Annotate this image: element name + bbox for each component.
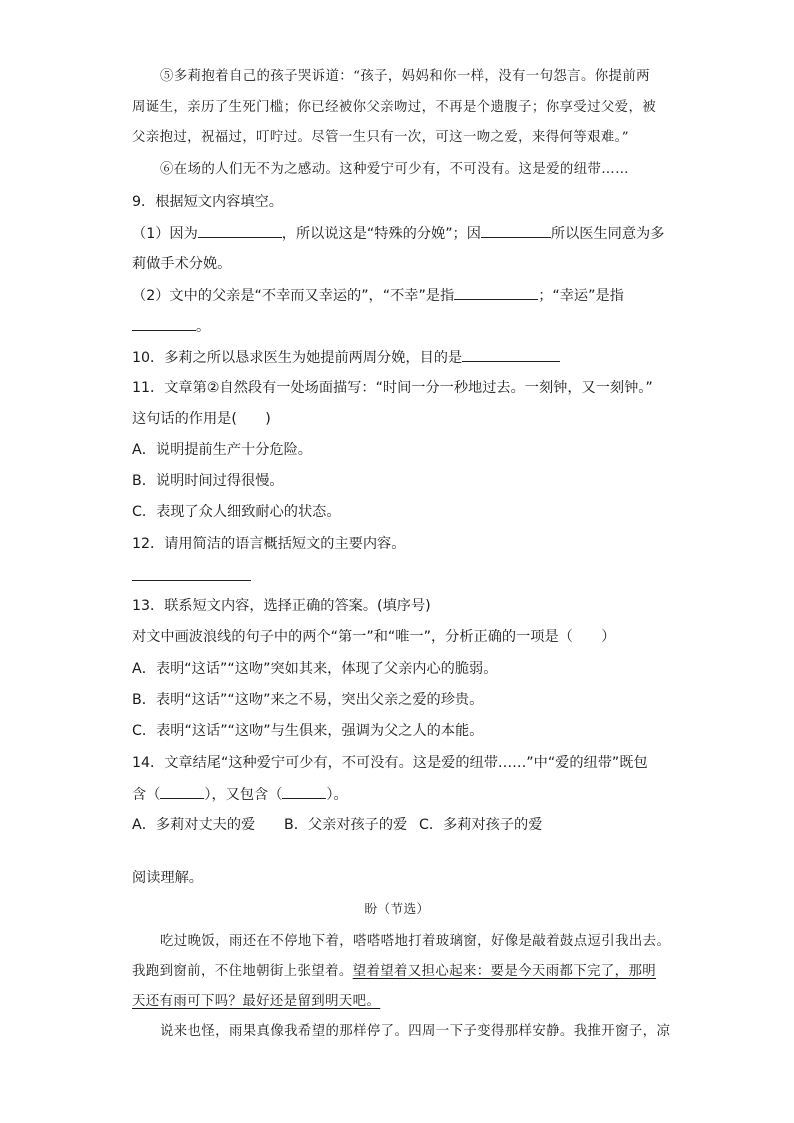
- q9-sub1-a: （1）因为: [132, 226, 198, 242]
- passage2-underlined-sentence-cont: 天还有雨可下吗？最好还是留到明天吧。: [132, 994, 381, 1009]
- q10-line: [132, 347, 560, 368]
- passage2-p2-line1: 说来也怪，雨果真像我希望的那样停了。四周一下子变得那样安静。我推开窗子，凉: [160, 1024, 671, 1039]
- q9-sub2-a: （2）文中的父亲是“不幸而又幸运的”，“不幸”是指: [132, 288, 455, 304]
- passage2-p1-line2-plain: 我跑到窗前，不住地朝街上张望着。: [132, 964, 353, 979]
- passage-p5-line1: ⑤多莉抱着自己的孩子哭诉道：“孩子，妈妈和你一样，没有一句怨言。你提前两: [160, 69, 650, 84]
- q14-line2-b: ），又包含（: [204, 787, 283, 803]
- passage2-underlined-sentence: 望着望着又担心起来：要是今天雨都下完了，那明: [352, 964, 657, 979]
- passage2-p1-line3: [132, 992, 380, 1012]
- q14-option-a[interactable]: A．多莉对丈夫的爱: [132, 817, 256, 833]
- q14-option-b[interactable]: B．父亲对孩子的爱: [284, 817, 408, 833]
- passage-title: 盼（节选）: [364, 901, 430, 916]
- q9-sub1-line2: 莉做手术分娩。: [132, 256, 232, 272]
- q14-option-c[interactable]: C．多莉对孩子的爱: [419, 817, 543, 833]
- section-heading: 阅读理解。: [132, 870, 203, 886]
- q14-line2-a: 含（: [132, 787, 161, 803]
- answer-blank[interactable]: [132, 316, 196, 331]
- q11-line2: 这句话的作用是( ): [132, 411, 271, 427]
- q12-text: 12．请用简洁的语言概括短文的主要内容。: [132, 536, 406, 552]
- answer-blank[interactable]: [282, 784, 326, 799]
- passage2-p1-line1: 吃过晚饭，雨还在不停地下着，嗒嗒嗒地打着玻璃窗，好像是敲着鼓点逗引我出去。: [160, 934, 671, 949]
- passage2-p1-line2: [132, 962, 656, 982]
- q9-sub1-line1: [132, 223, 664, 244]
- answer-blank[interactable]: [462, 347, 560, 362]
- q9-sub2-line1: [132, 285, 624, 306]
- q9-sub1-b: ，所以说这是“特殊的分娩”；因: [281, 226, 481, 242]
- q9-title: 9．根据短文内容填空。: [132, 194, 283, 210]
- passage-p5-line3: 父亲抱过，祝福过，叮咛过。尽管一生只有一次，可这一吻之爱，来得何等艰难。”: [132, 130, 630, 145]
- answer-blank[interactable]: [481, 223, 551, 238]
- q11-option-c[interactable]: C．表现了众人细致耐心的状态。: [132, 504, 341, 520]
- q9-sub2-line2: [132, 316, 210, 337]
- q11-option-a[interactable]: A．说明提前生产十分危险。: [132, 442, 312, 458]
- answer-blank[interactable]: [198, 223, 282, 238]
- answer-blank[interactable]: [454, 285, 538, 300]
- q9-sub1-c: 所以医生同意为多: [550, 226, 665, 242]
- q9-sub2-b: ；“幸运”是指: [538, 288, 624, 304]
- q10-text: 10．多莉之所以恳求医生为她提前两周分娩，目的是: [132, 350, 463, 366]
- passage-p6-line1: ⑥在场的人们无不为之感动。这种爱宁可少有，不可没有。这是爱的纽带……: [160, 162, 629, 177]
- passage-p5-line2: 周诞生，亲历了生死门槛；你已经被你父亲吻过，不再是个遗腹子；你享受过父爱，被: [132, 100, 657, 115]
- answer-blank[interactable]: [160, 784, 204, 799]
- q9-sub2-c: 。: [196, 319, 211, 335]
- q14-line1: 14．文章结尾“这种爱宁可少有，不可没有。这是爱的纽带……”中“爱的纽带”既包: [132, 755, 648, 771]
- q11-line1: 11．文章第②自然段有一处场面描写：“时间一分一秒地过去。一刻钟，又一刻钟。”: [132, 380, 653, 396]
- answer-blank[interactable]: [132, 566, 251, 581]
- q14-line2: [132, 784, 348, 805]
- q13-line2: 对文中画波浪线的句子中的两个“第一”和“唯一”，分析正确的一项是（ ）: [132, 629, 616, 645]
- q11-option-b[interactable]: B．说明时间过得很慢。: [132, 473, 284, 489]
- q13-option-b[interactable]: B．表明“这话”“这吻”来之不易，突出父亲之爱的珍贵。: [132, 692, 484, 708]
- q13-line1: 13．联系短文内容，选择正确的答案。(填序号): [132, 598, 431, 614]
- q13-option-a[interactable]: A．表明“这话”“这吻”突如其来，体现了父亲内心的脆弱。: [132, 661, 498, 677]
- q14-line2-c: ）。: [326, 787, 348, 803]
- q13-option-c[interactable]: C．表明“这话”“这吻”与生俱来，强调为父之人的本能。: [132, 723, 484, 739]
